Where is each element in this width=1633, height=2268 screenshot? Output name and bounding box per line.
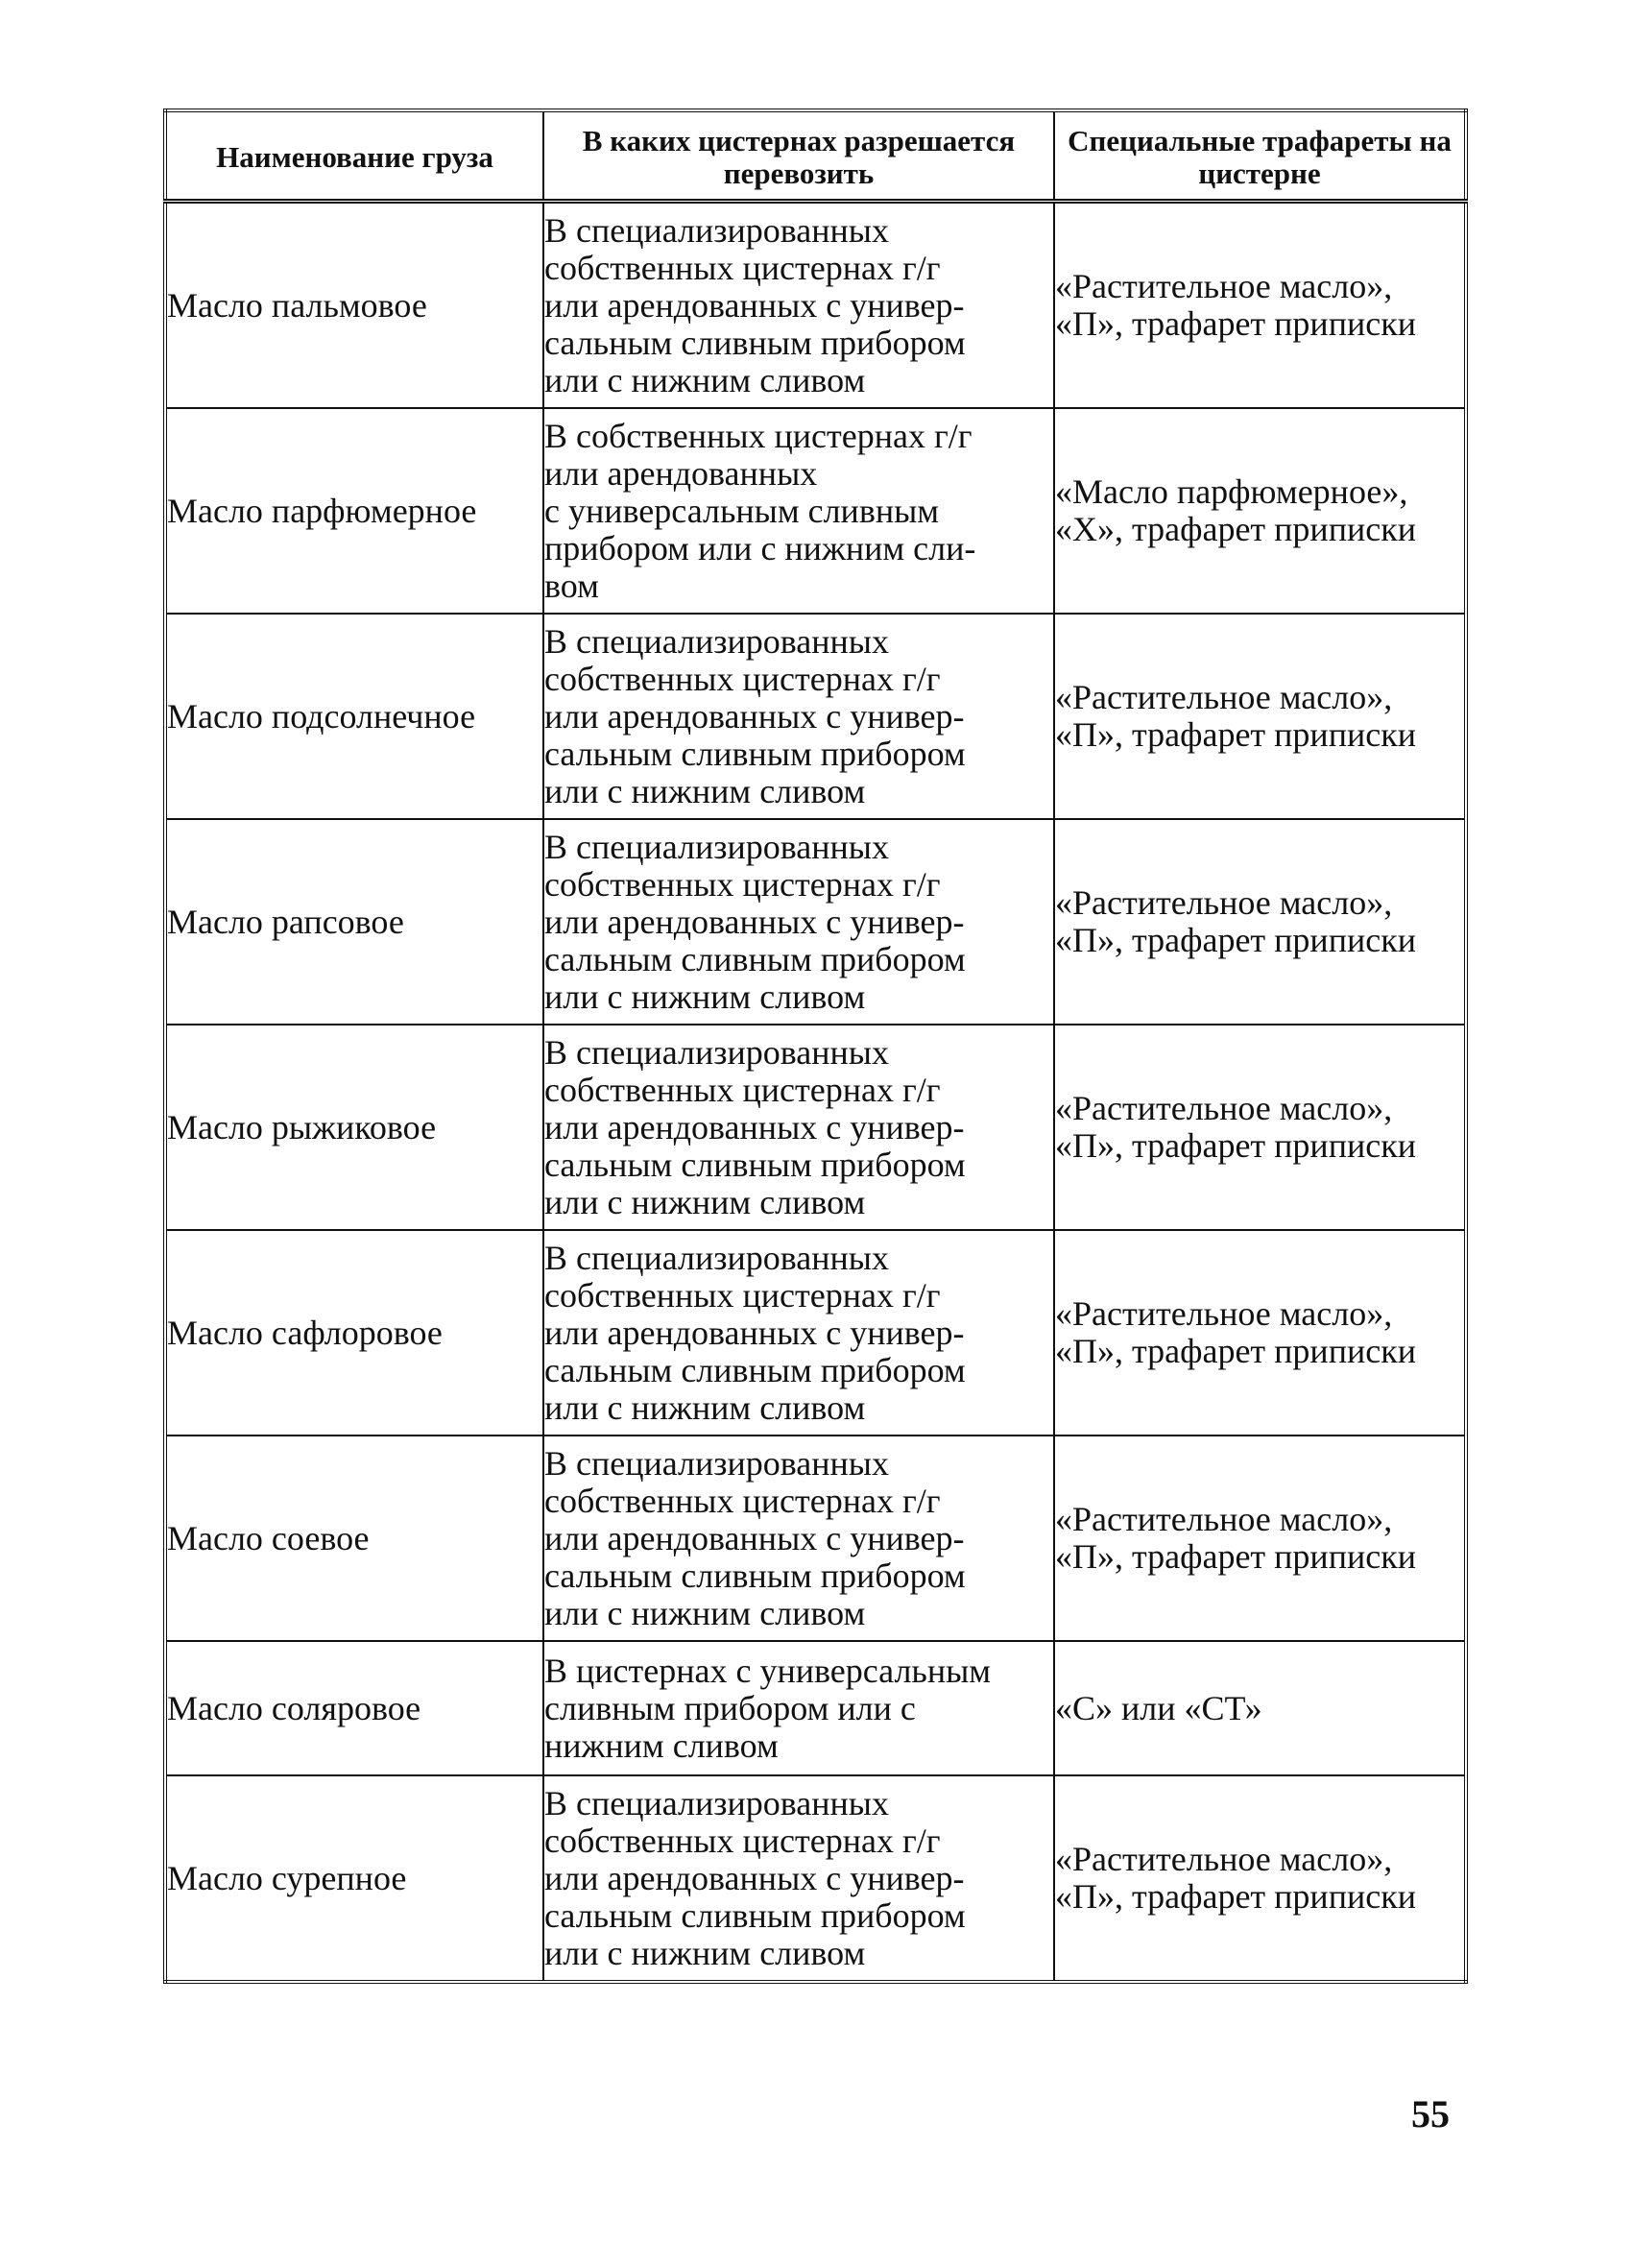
tank-type-cell: В специализированных собственных цистернах г/г или арендованных с универ- сальным сливным прибором или с нижним сливом xyxy=(543,819,1054,1025)
table-row xyxy=(165,202,1466,409)
stencil-cell: «Растительное масло», «П», трафарет приписки xyxy=(1054,819,1466,1025)
cargo-name-cell: Масло соляровое xyxy=(165,1641,543,1775)
tank-type-cell: В цистернах с универсальным сливным прибором или с нижним сливом xyxy=(543,1641,1054,1775)
cargo-name-cell: Масло рапсовое xyxy=(165,819,543,1025)
table-row xyxy=(165,1436,1466,1641)
stencil-cell: «Растительное масло», «П», трафарет приписки xyxy=(1054,1775,1466,1982)
cargo-name-cell: Масло пальмовое xyxy=(165,202,543,409)
table-row xyxy=(165,1641,1466,1775)
table-row xyxy=(165,1775,1466,1982)
tank-type-cell: В специализированных собственных цистернах г/г или арендованных с универ- сальным сливным прибором или с нижним сливом xyxy=(543,1436,1054,1641)
stencil-cell: «С» или «СТ» xyxy=(1054,1641,1466,1775)
header-tank-types: В каких цистернах разрешается перевозить xyxy=(543,110,1054,202)
stencil-cell: «Растительное масло», «П», трафарет приписки xyxy=(1054,1436,1466,1641)
cargo-name-cell: Масло соевое xyxy=(165,1436,543,1641)
table-row xyxy=(165,819,1466,1025)
cargo-name-cell: Масло сурепное xyxy=(165,1775,543,1982)
cargo-name-cell: Масло рыжиковое xyxy=(165,1025,543,1230)
table-row xyxy=(165,1025,1466,1230)
stencil-cell: «Растительное масло», «П», трафарет приписки xyxy=(1054,614,1466,819)
tank-type-cell: В собственных цистернах г/г или арендованных с универсальным сливным прибором или с нижним сли- вом xyxy=(543,408,1054,614)
stencil-cell: «Растительное масло», «П», трафарет приписки xyxy=(1054,202,1466,409)
table-row xyxy=(165,408,1466,614)
tank-type-cell: В специализированных собственных цистернах г/г или арендованных с универ- сальным сливным прибором или с нижним сливом xyxy=(543,614,1054,819)
tank-type-cell: В специализированных собственных цистернах г/г или арендованных с универ- сальным сливным прибором или с нижним сливом xyxy=(543,1775,1054,1982)
cargo-name-cell: Масло парфюмерное xyxy=(165,408,543,614)
stencil-cell: «Масло парфюмерное», «Х», трафарет приписки xyxy=(1054,408,1466,614)
stencil-cell: «Растительное масло», «П», трафарет приписки xyxy=(1054,1230,1466,1436)
tank-type-cell: В специализированных собственных цистернах г/г или арендованных с универ- сальным сливным прибором или с нижним сливом xyxy=(543,1025,1054,1230)
tank-type-cell: В специализированных собственных цистернах г/г или арендованных с универ- сальным сливным прибором или с нижним сливом xyxy=(543,202,1054,409)
header-stencils: Специальные трафареты на цистерне xyxy=(1054,110,1466,202)
header-cargo-name: Наименование груза xyxy=(165,110,543,202)
cargo-name-cell: Масло сафлоровое xyxy=(165,1230,543,1436)
table-row xyxy=(165,614,1466,819)
stencil-cell: «Растительное масло», «П», трафарет приписки xyxy=(1054,1025,1466,1230)
table-row xyxy=(165,1230,1466,1436)
table-header-row xyxy=(165,110,1466,202)
page-number: 55 xyxy=(1411,2092,1450,2135)
cargo-name-cell: Масло подсолнечное xyxy=(165,614,543,819)
tank-type-cell: В специализированных собственных цистернах г/г или арендованных с универ- сальным сливным прибором или с нижним сливом xyxy=(543,1230,1054,1436)
cargo-table xyxy=(163,109,1468,1984)
